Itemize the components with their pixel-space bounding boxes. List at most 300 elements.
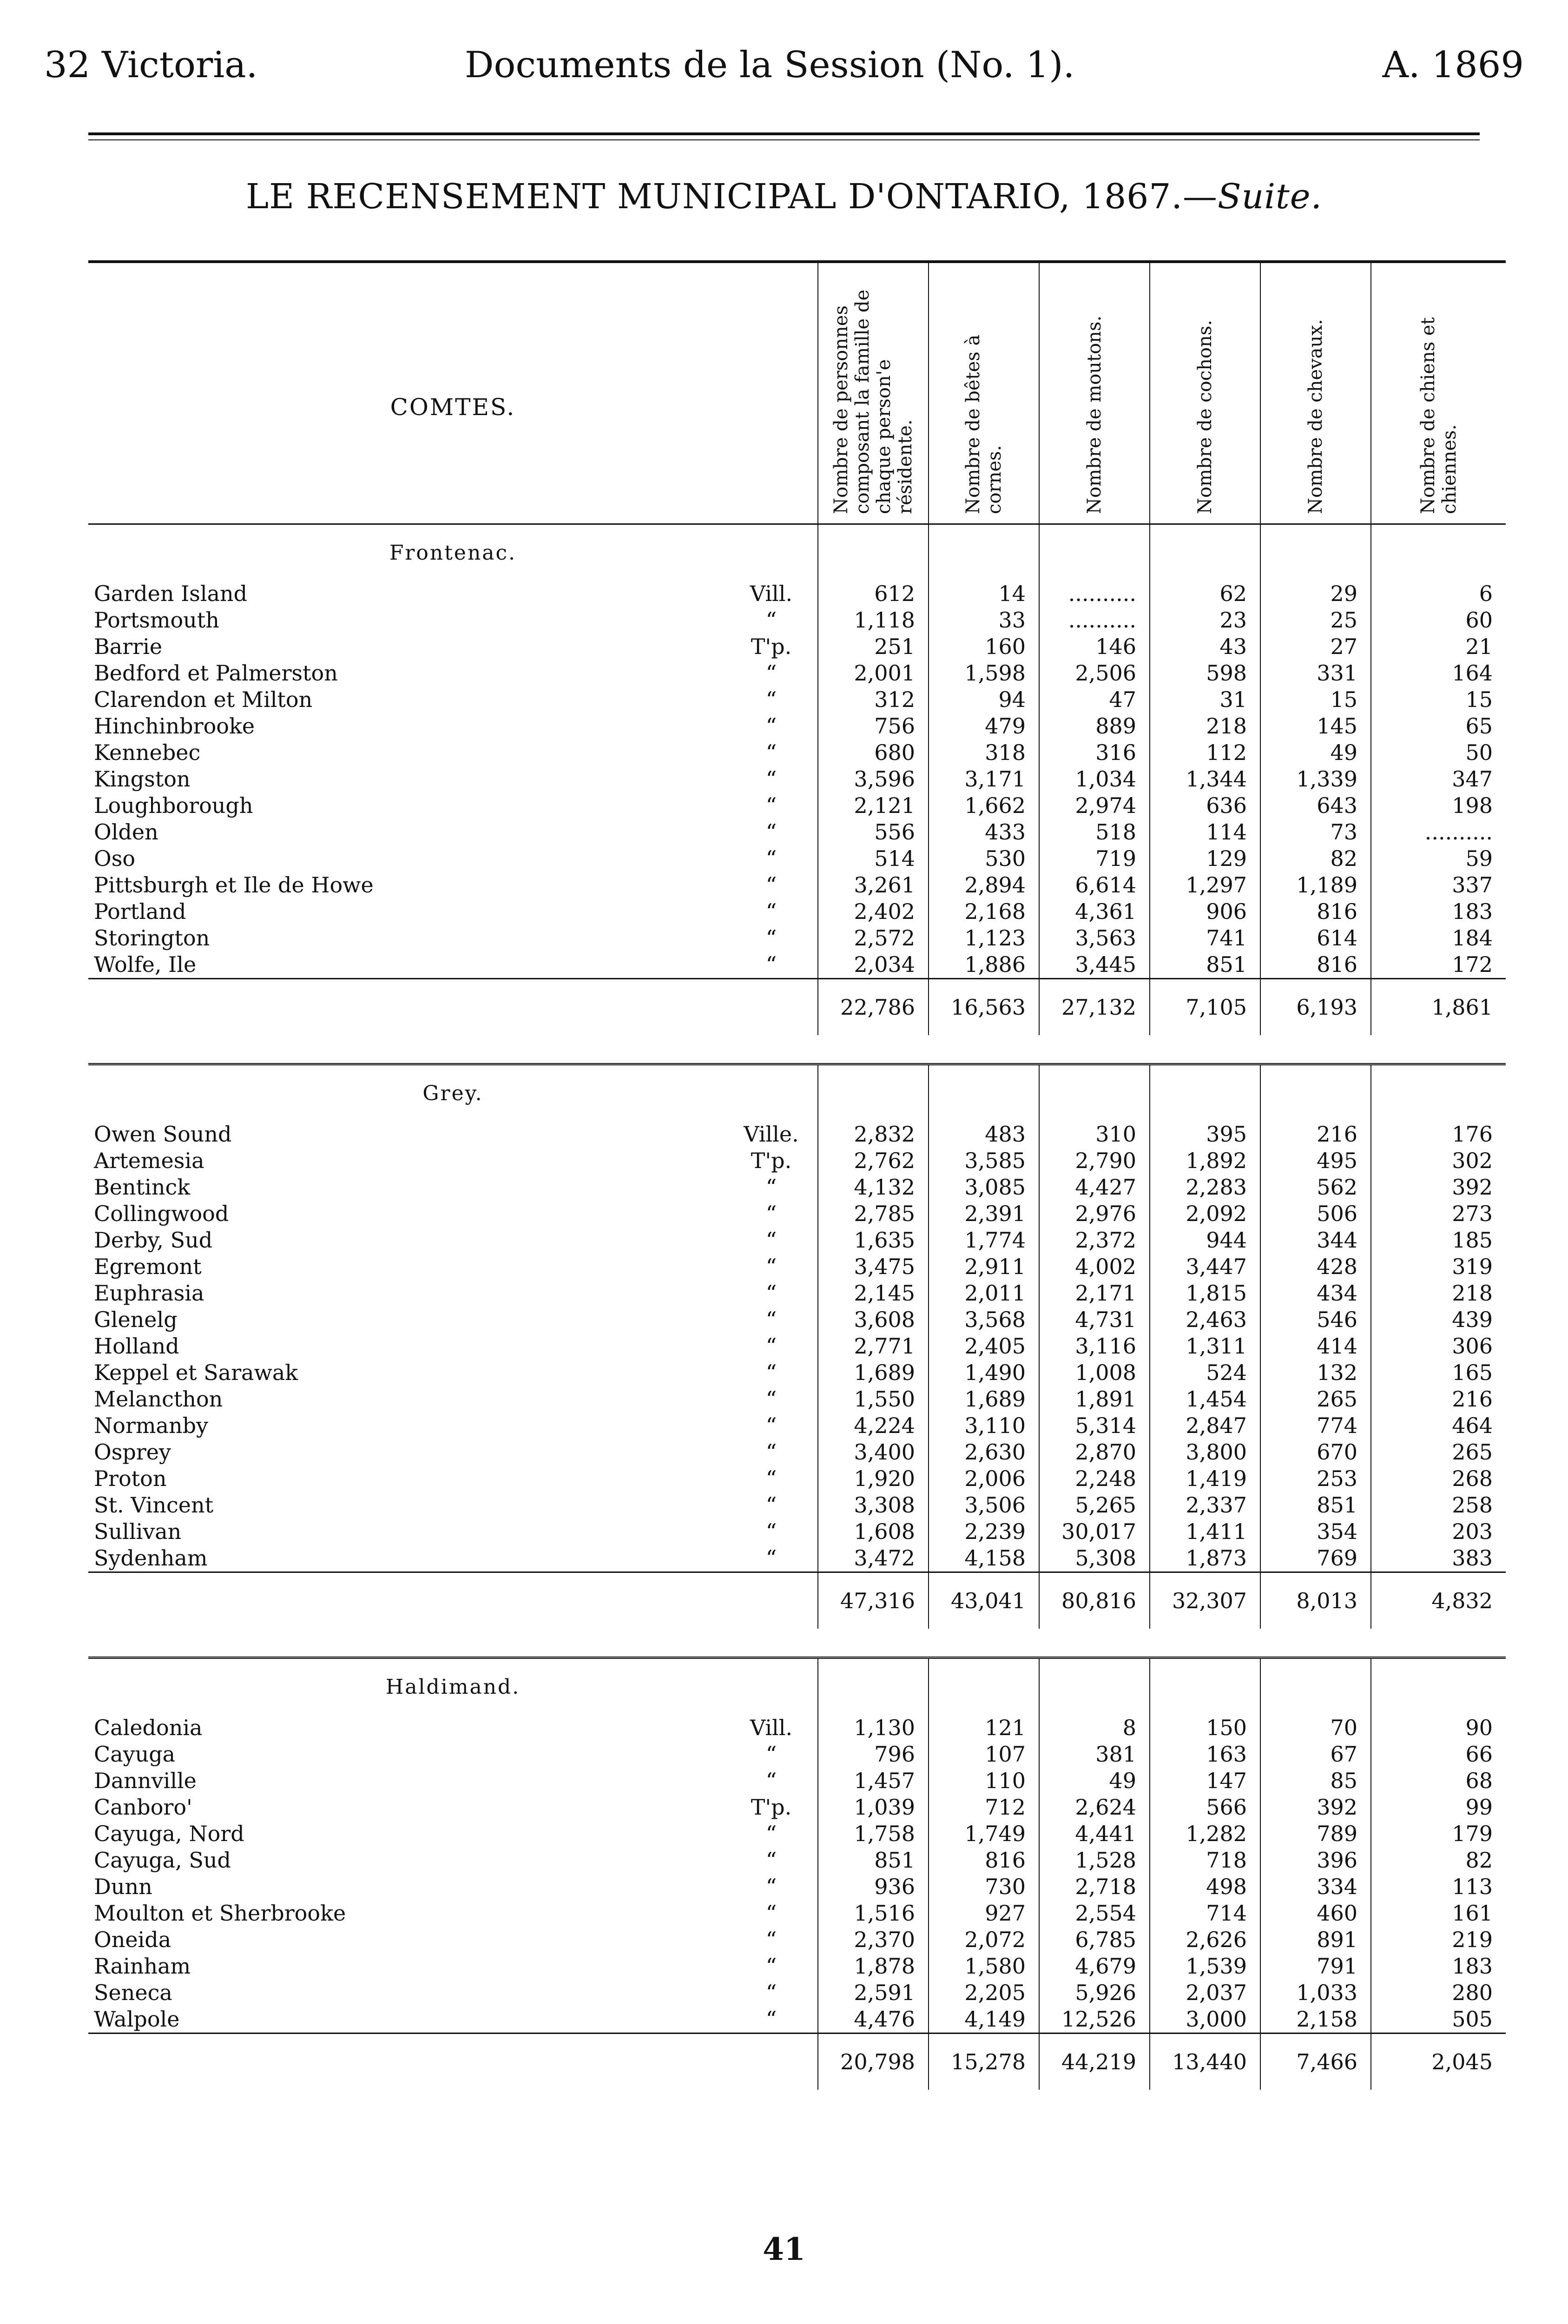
township-name: Wolfe, Ile: [94, 952, 197, 977]
section-header-cell: [818, 1064, 929, 1122]
township-type: “: [765, 1742, 777, 1767]
value-cell: 319: [1371, 1254, 1506, 1280]
township-name: Seneca: [94, 1980, 172, 2005]
value-cell: 392: [1260, 1794, 1371, 1821]
township-type: “: [765, 687, 777, 712]
value-cell: 944: [1150, 1227, 1260, 1254]
total-cell: 13,440: [1150, 2034, 1260, 2090]
table-row: [88, 1201, 1506, 1227]
township-name: Bedford et Palmerston: [94, 660, 338, 686]
table-row: [88, 1174, 1506, 1201]
value-cell: 337: [1371, 872, 1506, 898]
value-cell: 524: [1150, 1360, 1260, 1386]
value-cell: 4,679: [1039, 1953, 1150, 1980]
township-type: “: [765, 1228, 777, 1253]
value-cell: 310: [1039, 1121, 1150, 1148]
value-cell: 3,308: [818, 1492, 929, 1519]
township-name: St. Vincent: [94, 1492, 214, 1518]
township-type: “: [765, 1874, 777, 1899]
township-type: “: [765, 1360, 777, 1385]
value-cell: 150: [1150, 1715, 1260, 1741]
township-name: Portland: [94, 899, 186, 924]
section-header-cell: [1371, 1658, 1506, 1715]
value-cell: 344: [1260, 1227, 1371, 1254]
value-cell: 121: [929, 1715, 1039, 1741]
section-header-cell: [929, 1658, 1039, 1715]
value-cell: 1,528: [1039, 1847, 1150, 1874]
value-cell: 2,092: [1150, 1201, 1260, 1227]
value-cell: 1,282: [1150, 1821, 1260, 1847]
value-cell: 2,001: [818, 660, 929, 687]
township-name: Olden: [94, 819, 158, 845]
value-cell: 50: [1371, 739, 1506, 766]
township-type: “: [765, 1334, 777, 1359]
value-cell: 3,110: [929, 1413, 1039, 1439]
township-type: “: [765, 2007, 777, 2032]
township-name: Dannville: [94, 1768, 197, 1793]
value-cell: 302: [1371, 1148, 1506, 1174]
table-row: [88, 1821, 1506, 1847]
value-cell: 906: [1150, 898, 1260, 925]
table-row: [88, 1333, 1506, 1360]
value-cell: 789: [1260, 1821, 1371, 1847]
section-header-cell: [1150, 524, 1260, 581]
value-cell: 1,419: [1150, 1466, 1260, 1492]
value-cell: 29: [1260, 581, 1371, 607]
table-row: [88, 872, 1506, 898]
value-cell: 15: [1260, 687, 1371, 713]
value-cell: 636: [1150, 792, 1260, 819]
value-cell: 756: [818, 713, 929, 739]
township-type: “: [765, 1901, 777, 1926]
value-cell: 112: [1150, 739, 1260, 766]
value-cell: 4,002: [1039, 1254, 1150, 1280]
value-cell: 2,626: [1150, 1927, 1260, 1953]
section-total-row: [88, 1572, 1506, 1629]
value-cell: 2,463: [1150, 1307, 1260, 1333]
value-cell: 2,870: [1039, 1439, 1150, 1466]
column-header-persons: [818, 262, 929, 524]
value-cell: 2,168: [929, 898, 1039, 925]
value-cell: 2,072: [929, 1927, 1039, 1953]
table-row: [88, 1386, 1506, 1413]
value-cell: 479: [929, 713, 1039, 739]
value-cell: 3,447: [1150, 1254, 1260, 1280]
township-type: “: [765, 819, 777, 845]
township-type: “: [765, 793, 777, 818]
section-header-cell: [818, 524, 929, 581]
value-cell: 1,118: [818, 607, 929, 634]
value-cell: 816: [1260, 951, 1371, 979]
table-row: [88, 739, 1506, 766]
value-cell: 383: [1371, 1545, 1506, 1572]
value-cell: 1,411: [1150, 1519, 1260, 1545]
township-name: Oneida: [94, 1927, 171, 1952]
township-type: “: [765, 1519, 777, 1544]
value-cell: 1,344: [1150, 766, 1260, 792]
value-cell: 165: [1371, 1360, 1506, 1386]
value-cell: 1,457: [818, 1768, 929, 1794]
value-cell: 1,311: [1150, 1333, 1260, 1360]
value-cell: 4,158: [929, 1545, 1039, 1572]
value-cell: 1,123: [929, 925, 1039, 951]
value-cell: 113: [1371, 1874, 1506, 1900]
township-name: Normanby: [94, 1413, 209, 1438]
table-row: [88, 1254, 1506, 1280]
value-cell: 3,116: [1039, 1333, 1150, 1360]
value-cell: 2,011: [929, 1280, 1039, 1307]
township-name: Osprey: [94, 1439, 171, 1465]
page-title: [0, 177, 1568, 217]
value-cell: 3,445: [1039, 951, 1150, 979]
value-cell: 4,224: [818, 1413, 929, 1439]
value-cell: 15: [1371, 687, 1506, 713]
section-name: Haldimand.: [385, 1675, 520, 1699]
value-cell: 33: [929, 607, 1039, 634]
value-cell: 566: [1150, 1794, 1260, 1821]
value-cell: 176: [1371, 1121, 1506, 1148]
census-table: [88, 260, 1493, 2090]
value-cell: 2,391: [929, 1201, 1039, 1227]
township-type: “: [765, 1201, 777, 1226]
total-cell: 44,219: [1039, 2034, 1150, 2090]
value-cell: 1,580: [929, 1953, 1039, 1980]
value-cell: 14: [929, 581, 1039, 607]
township-name: Storington: [94, 925, 210, 951]
value-cell: 23: [1150, 607, 1260, 634]
value-cell: 43: [1150, 634, 1260, 660]
value-cell: 506: [1260, 1201, 1371, 1227]
township-type: “: [765, 846, 777, 871]
value-cell: 433: [929, 819, 1039, 845]
value-cell: 2,624: [1039, 1794, 1150, 1821]
value-cell: 718: [1150, 1847, 1260, 1874]
value-cell: 12,526: [1039, 2006, 1150, 2034]
section-header-cell: [1150, 1658, 1260, 1715]
value-cell: 598: [1150, 660, 1260, 687]
section-header-row: [88, 1658, 1506, 1715]
table-row: [88, 951, 1506, 979]
table-row: [88, 634, 1506, 660]
value-cell: 184: [1371, 925, 1506, 951]
value-cell: 562: [1260, 1174, 1371, 1201]
township-name: Kingston: [94, 766, 191, 792]
value-cell: ..........: [1371, 819, 1506, 845]
table-row: [88, 1953, 1506, 1980]
header-year: A. 1869: [1382, 44, 1524, 86]
township-type: “: [765, 1281, 777, 1306]
column-header-horses: [1260, 262, 1371, 524]
table-row: [88, 1794, 1506, 1821]
table-row: [88, 1980, 1506, 2006]
value-cell: 3,596: [818, 766, 929, 792]
value-cell: 62: [1150, 581, 1260, 607]
table-row: [88, 1413, 1506, 1439]
value-cell: 2,785: [818, 1201, 929, 1227]
separator-cell: [88, 1629, 1506, 1658]
township-type: “: [765, 1768, 777, 1793]
value-cell: 1,516: [818, 1900, 929, 1927]
table-row: [88, 1466, 1506, 1492]
value-cell: 1,550: [818, 1386, 929, 1413]
section-header-row: [88, 1064, 1506, 1122]
section-separator: [88, 1629, 1506, 1658]
township-type: “: [765, 1254, 777, 1279]
value-cell: 268: [1371, 1466, 1506, 1492]
value-cell: 4,441: [1039, 1821, 1150, 1847]
township-name: Glenelg: [94, 1307, 178, 1332]
value-cell: 816: [929, 1847, 1039, 1874]
column-header-pigs: [1150, 262, 1260, 524]
table-row: [88, 1519, 1506, 1545]
value-cell: 3,568: [929, 1307, 1039, 1333]
value-cell: 791: [1260, 1953, 1371, 1980]
value-cell: 428: [1260, 1254, 1371, 1280]
table-row: [88, 607, 1506, 634]
township-type: “: [765, 1821, 777, 1846]
value-cell: 4,427: [1039, 1174, 1150, 1201]
value-cell: 1,130: [818, 1715, 929, 1741]
total-cell: 6,193: [1260, 979, 1371, 1036]
value-cell: 3,475: [818, 1254, 929, 1280]
section-total-row: [88, 979, 1506, 1036]
table-row: [88, 925, 1506, 951]
value-cell: 2,006: [929, 1466, 1039, 1492]
value-cell: 73: [1260, 819, 1371, 845]
value-cell: 3,000: [1150, 2006, 1260, 2034]
value-cell: 730: [929, 1874, 1039, 1900]
section-name: Grey.: [422, 1081, 483, 1105]
township-type: “: [765, 740, 777, 765]
value-cell: 612: [818, 581, 929, 607]
header-rule-thin: [88, 139, 1480, 140]
value-cell: 70: [1260, 1715, 1371, 1741]
township-name: Barrie: [94, 634, 163, 659]
total-cell: 2,045: [1371, 2034, 1506, 2090]
value-cell: 2,037: [1150, 1980, 1260, 2006]
total-spacer: [88, 979, 818, 1036]
value-cell: 183: [1371, 1953, 1506, 1980]
value-cell: 1,878: [818, 1953, 929, 1980]
township-name: Proton: [94, 1466, 167, 1491]
value-cell: 316: [1039, 739, 1150, 766]
value-cell: 253: [1260, 1466, 1371, 1492]
value-cell: 5,265: [1039, 1492, 1150, 1519]
value-cell: 3,085: [929, 1174, 1039, 1201]
value-cell: 82: [1260, 845, 1371, 872]
township-name: Melancthon: [94, 1386, 223, 1412]
township-type: T'p.: [751, 1795, 792, 1820]
value-cell: 719: [1039, 845, 1150, 872]
value-cell: 464: [1371, 1413, 1506, 1439]
township-name: Portsmouth: [94, 607, 219, 633]
township-name: Canboro': [94, 1795, 192, 1820]
value-cell: 2,283: [1150, 1174, 1260, 1201]
township-name: Walpole: [94, 2007, 180, 2032]
value-cell: 114: [1150, 819, 1260, 845]
table-row: [88, 1227, 1506, 1254]
value-cell: 3,800: [1150, 1439, 1260, 1466]
value-cell: 216: [1260, 1121, 1371, 1148]
value-cell: 145: [1260, 713, 1371, 739]
column-header-comtes-label: COMTES.: [390, 394, 516, 421]
value-cell: 1,920: [818, 1466, 929, 1492]
value-cell: 185: [1371, 1227, 1506, 1254]
total-cell: 7,105: [1150, 979, 1260, 1036]
value-cell: 273: [1371, 1201, 1506, 1227]
value-cell: 347: [1371, 766, 1506, 792]
township-name: Caledonia: [94, 1715, 203, 1740]
township-type: “: [765, 1980, 777, 2005]
value-cell: 2,402: [818, 898, 929, 925]
value-cell: 2,248: [1039, 1466, 1150, 1492]
section-separator: [88, 1035, 1506, 1064]
value-cell: 2,591: [818, 1980, 929, 2006]
township-type: Vill.: [750, 581, 793, 606]
value-cell: 546: [1260, 1307, 1371, 1333]
value-cell: 5,308: [1039, 1545, 1150, 1572]
value-cell: 198: [1371, 792, 1506, 819]
value-cell: 2,034: [818, 951, 929, 979]
township-type: “: [765, 660, 777, 686]
value-cell: 3,608: [818, 1307, 929, 1333]
township-name: Collingwood: [94, 1201, 229, 1226]
value-cell: 1,008: [1039, 1360, 1150, 1386]
section-header-cell: [929, 1064, 1039, 1122]
value-cell: 312: [818, 687, 929, 713]
value-cell: 414: [1260, 1333, 1371, 1360]
value-cell: 2,337: [1150, 1492, 1260, 1519]
value-cell: 4,731: [1039, 1307, 1150, 1333]
value-cell: 505: [1371, 2006, 1506, 2034]
section-header-cell: [1150, 1064, 1260, 1122]
table-row: [88, 1874, 1506, 1900]
value-cell: 59: [1371, 845, 1506, 872]
section-header-cell: [1371, 524, 1506, 581]
value-cell: 2,718: [1039, 1874, 1150, 1900]
value-cell: 4,132: [818, 1174, 929, 1201]
value-cell: 31: [1150, 687, 1260, 713]
township-type: “: [765, 1848, 777, 1873]
value-cell: 203: [1371, 1519, 1506, 1545]
value-cell: 495: [1260, 1148, 1371, 1174]
value-cell: 1,891: [1039, 1386, 1150, 1413]
value-cell: 670: [1260, 1439, 1371, 1466]
section-header-cell: [1371, 1064, 1506, 1122]
value-cell: 2,171: [1039, 1280, 1150, 1307]
value-cell: 6,614: [1039, 872, 1150, 898]
value-cell: 816: [1260, 898, 1371, 925]
total-cell: 27,132: [1039, 979, 1150, 1036]
table-row: [88, 1768, 1506, 1794]
township-type: T'p.: [751, 634, 792, 659]
value-cell: 161: [1371, 1900, 1506, 1927]
value-cell: 2,771: [818, 1333, 929, 1360]
value-cell: 2,572: [818, 925, 929, 951]
table-row: [88, 581, 1506, 607]
column-header-sheep-label: Nombre de moutons.: [1084, 315, 1106, 514]
value-cell: 1,689: [929, 1386, 1039, 1413]
value-cell: 556: [818, 819, 929, 845]
header-rule-thick: [88, 132, 1480, 135]
township-type: “: [765, 1927, 777, 1952]
township-type: “: [765, 1175, 777, 1200]
column-header-comtes: [88, 262, 818, 524]
table-row: [88, 1307, 1506, 1333]
value-cell: 2,158: [1260, 2006, 1371, 2034]
value-cell: 1,339: [1260, 766, 1371, 792]
township-type: “: [765, 1413, 777, 1438]
separator-cell: [88, 1035, 1506, 1064]
township-name: Dunn: [94, 1874, 152, 1899]
value-cell: 680: [818, 739, 929, 766]
township-name: Pittsburgh et Ile de Howe: [94, 872, 374, 898]
township-name: Hinchinbrooke: [94, 713, 255, 739]
total-cell: 7,466: [1260, 2034, 1371, 2090]
township-name: Keppel et Sarawak: [94, 1360, 298, 1385]
value-cell: 164: [1371, 660, 1506, 687]
value-cell: 530: [929, 845, 1039, 872]
page-title-suite: Suite.: [1217, 177, 1323, 217]
column-header-persons-label: Nombre de personnes composant la famille de chaque person'e résidente.: [830, 289, 916, 514]
value-cell: 21: [1371, 634, 1506, 660]
table-row: [88, 766, 1506, 792]
township-type: “: [765, 1386, 777, 1412]
township-type: “: [765, 1954, 777, 1979]
township-name: Sydenham: [94, 1545, 208, 1571]
value-cell: 614: [1260, 925, 1371, 951]
section-header-cell: [929, 524, 1039, 581]
value-cell: 4,476: [818, 2006, 929, 2034]
table-row: [88, 1715, 1506, 1741]
value-cell: 132: [1260, 1360, 1371, 1386]
value-cell: 318: [929, 739, 1039, 766]
township-type: “: [765, 872, 777, 898]
value-cell: 483: [929, 1121, 1039, 1148]
value-cell: 518: [1039, 819, 1150, 845]
township-name: Derby, Sud: [94, 1228, 213, 1253]
value-cell: 265: [1371, 1439, 1506, 1466]
table-row: [88, 1900, 1506, 1927]
value-cell: 2,976: [1039, 1201, 1150, 1227]
township-type: “: [765, 1439, 777, 1465]
page-number: 41: [763, 2231, 805, 2267]
value-cell: 2,205: [929, 1980, 1039, 2006]
section-header-cell: [1260, 1064, 1371, 1122]
table-row: [88, 1847, 1506, 1874]
value-cell: 354: [1260, 1519, 1371, 1545]
value-cell: 280: [1371, 1980, 1506, 2006]
total-cell: 4,832: [1371, 1572, 1506, 1629]
township-name: Loughborough: [94, 793, 253, 818]
table-row: [88, 660, 1506, 687]
value-cell: 1,454: [1150, 1386, 1260, 1413]
township-name: Owen Sound: [94, 1122, 232, 1147]
value-cell: 160: [929, 634, 1039, 660]
column-header-dogs: [1371, 262, 1506, 524]
value-cell: 3,171: [929, 766, 1039, 792]
total-cell: 43,041: [929, 1572, 1039, 1629]
value-cell: 891: [1260, 1927, 1371, 1953]
value-cell: 3,400: [818, 1439, 929, 1466]
total-spacer: [88, 2034, 818, 2090]
value-cell: 851: [1260, 1492, 1371, 1519]
value-cell: 514: [818, 845, 929, 872]
township-name: Oso: [94, 846, 136, 871]
township-type: “: [765, 899, 777, 924]
value-cell: 927: [929, 1900, 1039, 1927]
section-header-cell: [1260, 1658, 1371, 1715]
